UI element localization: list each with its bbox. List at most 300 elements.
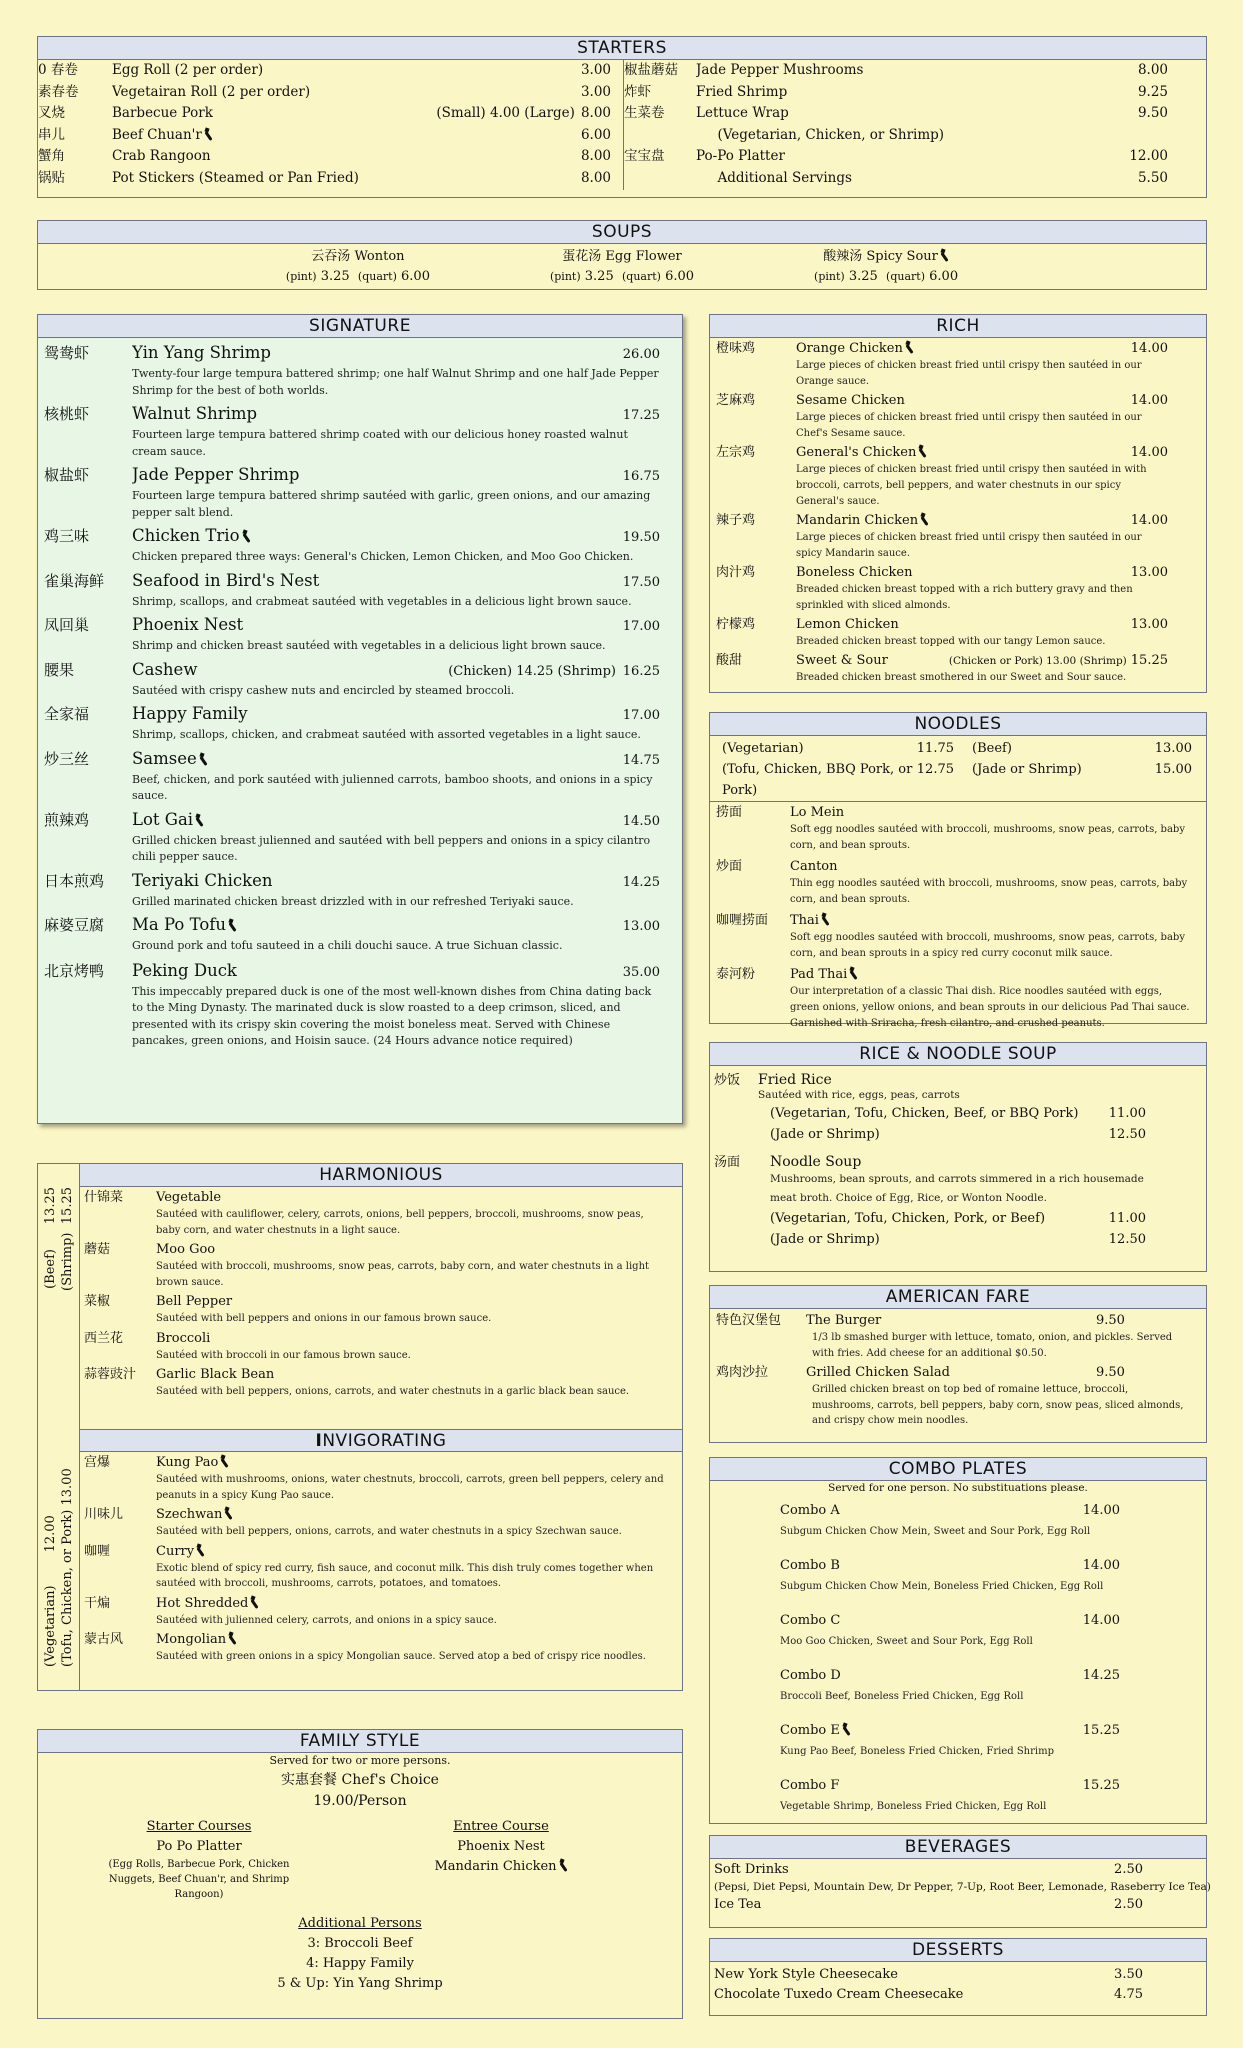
signature-item: [44, 525, 660, 566]
noodle-item: [716, 857, 1192, 908]
signature-zh: 日本煎鸡: [44, 871, 105, 890]
starter-price: 8.00: [580, 148, 611, 165]
starter-zh: 宝宝盘: [624, 148, 665, 165]
invigorating-item: [84, 1453, 666, 1503]
combo-name: Combo F: [780, 1778, 840, 1793]
starters-left-column: [38, 60, 624, 190]
starter-name: (Vegetarian, Chicken, or Shrimp): [696, 126, 945, 143]
combo-list: [710, 1495, 1206, 1825]
additional-person-item: 4: Happy Family: [306, 1956, 414, 1971]
invigorating-zh: 川味儿: [84, 1507, 124, 1522]
soups-title: SOUPS: [38, 221, 1206, 244]
starter-zh: 炸虾: [624, 83, 651, 100]
rich-name: Boneless Chicken: [796, 565, 913, 580]
dessert-item: [714, 1985, 1143, 2005]
invigorating-item: [84, 1542, 666, 1592]
harmonious-desc: Sautéed with broccoli, mushrooms, snow peas, carrots, baby corn, and water chestnuts in a light brown sauce.: [156, 1261, 650, 1288]
signature-name: Teriyaki Chicken: [132, 870, 273, 890]
combo-desc: Subgum Chicken Chow Mein, Boneless Fried Chicken, Egg Roll: [780, 1581, 1104, 1592]
additional-persons-list: [38, 1934, 682, 1994]
stir-fry-section: [37, 1163, 683, 1691]
noodle-price: 13.00: [1154, 741, 1192, 756]
combo-name: Combo C: [780, 1613, 841, 1628]
harmonious-zh: 蘑菇: [84, 1242, 111, 1257]
starter-name: Fried Shrimp: [696, 83, 788, 100]
invigorating-item: [84, 1505, 666, 1540]
combo-item: [780, 1605, 1120, 1660]
signature-zh: 北京烤鸭: [44, 961, 105, 980]
combo-price: 14.00: [1082, 1503, 1120, 1518]
combo-price: 14.25: [1082, 1668, 1120, 1683]
combo-item: [780, 1715, 1120, 1770]
harmonious-desc: Sautéed with bell peppers, onions, carrots, and water chestnuts in a garlic black bean sauce.: [156, 1386, 630, 1397]
starter-name: Po-Po Platter: [696, 148, 785, 165]
signature-name: Samsee: [132, 748, 580, 770]
invigorating-item: [84, 1630, 666, 1665]
rich-item: [716, 564, 1168, 614]
starter-price: 9.50: [1137, 105, 1168, 122]
combo-desc: Broccoli Beef, Boneless Fried Chicken, Egg Roll: [780, 1691, 1024, 1702]
beverages-section: [709, 1835, 1211, 1928]
signature-item: [44, 914, 660, 955]
american-price: 9.50: [1096, 1365, 1125, 1380]
starter-price: 8.00: [580, 169, 611, 186]
spicy-icon: [224, 1507, 233, 1520]
invigorating-name: Kung Pao: [156, 1453, 666, 1472]
entree-course-2: Mandarin Chicken: [360, 1857, 642, 1877]
noodle-price-row: [722, 759, 1192, 801]
starter-price: 12.00: [1129, 148, 1168, 165]
signature-item: [44, 614, 660, 655]
spicy-icon: [204, 128, 213, 141]
combo-desc: Kung Pao Beef, Boneless Fried Chicken, Fried Shrimp: [780, 1746, 1054, 1757]
combo-price: 14.00: [1082, 1613, 1120, 1628]
family-section: [37, 1729, 683, 2019]
noodle-item: [716, 965, 1192, 1032]
spicy-icon: [905, 341, 914, 354]
signature-price: 14.75: [622, 752, 660, 768]
soft-drinks-name: Soft Drinks: [714, 1862, 789, 1877]
rich-zh: 柠檬鸡: [716, 617, 756, 632]
signature-price: 19.50: [622, 530, 660, 545]
veg-price-label: (Vegetarian) 12.00: [42, 1515, 58, 1667]
combo-desc: Vegetable Shrimp, Boneless Fried Chicken, Egg Roll: [780, 1801, 1047, 1812]
invigorating-desc: Sautéed with green onions in a spicy Mongolian sauce. Served atop a bed of crispy rice noodles.: [156, 1651, 646, 1662]
signature-desc: Grilled marinated chicken breast drizzled with in our refreshed Teriyaki sauce.: [132, 894, 574, 908]
fried-rice-price1-label: (Vegetarian, Tofu, Chicken, Beef, or BBQ Pork): [770, 1106, 1079, 1121]
starters-right-column: [624, 60, 1206, 190]
signature-name: Lot Gai: [132, 809, 580, 831]
spicy-icon: [842, 1723, 851, 1736]
spicy-icon: [196, 1544, 205, 1557]
starter-name: Lettuce Wrap: [696, 105, 789, 122]
noodle-zh: 泰河粉: [716, 967, 756, 982]
starter-price: 6.00: [580, 126, 611, 143]
invigorating-list: [80, 1452, 682, 1665]
invigorating-desc: Exotic blend of spicy red curry, fish sauce, and coconut milk. This dish truly comes together when sautéed with broccoli, mushrooms, carrots, potatoes, and tomatoes.: [156, 1562, 654, 1589]
starter-price: 9.25: [1137, 83, 1168, 100]
noodle-price: 12.75: [916, 762, 954, 777]
pint-label: (pint): [549, 270, 581, 283]
signature-price: 17.25: [622, 408, 660, 423]
signature-zh: 凤回巢: [44, 616, 90, 634]
starter-name: Egg Roll (2 per order): [112, 62, 264, 78]
invigorating-desc: Sautéed with mushrooms, onions, water chestnuts, broccoli, carrots, green bell peppers, celery and peanuts in a spicy Kung Pao sauce.: [156, 1474, 664, 1501]
noodle-price-label: (Jade or Shrimp): [972, 762, 1082, 777]
rich-desc: Large pieces of chicken breast fried until crispy then sautéed in with broccoli, carrots, bell peppers, and water chestnuts in our spicy General's sauce.: [796, 464, 1147, 507]
signature-price: 14.25: [622, 874, 660, 890]
desserts-title: DESSERTS: [710, 1939, 1206, 1962]
starter-courses-heading: Starter Courses: [146, 1819, 252, 1834]
rich-name: Lemon Chicken: [796, 617, 899, 632]
rich-price: 13.00: [1130, 617, 1168, 632]
rich-name: Orange Chicken: [796, 340, 1131, 358]
noodles-section: [709, 712, 1207, 1029]
invigorating-name: Szechwan: [156, 1505, 666, 1524]
signature-item: [44, 464, 660, 521]
spicy-icon: [242, 530, 251, 543]
harmonious-item: [84, 1365, 666, 1400]
rich-price: 13.00: [1130, 565, 1168, 580]
spicy-icon: [940, 249, 949, 262]
rich-zh: 橙味鸡: [716, 341, 756, 356]
invigorating-title: INVIGORATING: [80, 1429, 682, 1452]
family-note: Served for two or more persons.: [269, 1754, 451, 1767]
american-item: [716, 1311, 1186, 1361]
starter-name: Beef Chuan'r: [112, 125, 581, 147]
signature-desc: Grilled chicken breast julienned and sautéed with bell peppers and onions in a spicy cilantro chili pepper sauce.: [132, 833, 651, 863]
noodle-soup-zh: 汤面: [714, 1155, 741, 1170]
combo-section: [709, 1457, 1207, 1824]
signature-zh: 核桃虾: [44, 405, 90, 423]
signature-item: [44, 703, 660, 744]
rich-desc: Breaded chicken breast topped with our tangy Lemon sauce.: [796, 636, 1106, 647]
additional-person-item: 5 & Up: Yin Yang Shrimp: [277, 1976, 443, 1991]
signature-item: [44, 960, 660, 1050]
noodle-name: Pad Thai: [790, 965, 1192, 984]
rich-name: Sesame Chicken: [796, 393, 905, 408]
signature-name: Ma Po Tofu: [132, 914, 580, 936]
starter-item: [38, 125, 623, 147]
invigorating-zh: 干煸: [84, 1595, 111, 1611]
rich-name: Mandarin Chicken: [796, 512, 1131, 530]
signature-name: Phoenix Nest: [132, 615, 244, 634]
combo-item: [780, 1660, 1120, 1715]
pint-price: 3.25: [848, 269, 878, 284]
signature-zh: 炒三丝: [44, 749, 90, 768]
signature-name: Cashew: [132, 659, 198, 679]
quart-label: (quart): [886, 270, 925, 283]
starter-zh: 串儿: [38, 126, 65, 143]
fried-rice-price2: 12.50: [1108, 1127, 1146, 1142]
signature-name: Happy Family: [132, 704, 248, 723]
noodle-price-row: [722, 738, 1192, 759]
starter-zh: 蟹角: [38, 148, 65, 165]
combo-item: [780, 1495, 1120, 1550]
signature-desc: This impeccably prepared duck is one of the most well-known dishes from China dating back to the Ming Dynasty. The marinated duck is slow roasted to a deep crimson, sliced, and presented with its crispy skin covering the moist boneless meat. Served with Chinese pancakes, green onions, and Hoisin sauce. (24 Hours advance notice required): [132, 984, 652, 1047]
harmonious-title: HARMONIOUS: [80, 1164, 682, 1187]
starter-item: [624, 146, 1206, 168]
starter-name: Additional Servings: [696, 169, 852, 186]
signature-desc: Twenty-four large tempura battered shrimp; one half Walnut Shrimp and one half Jade Pepper Shrimp for the best of both worlds.: [132, 367, 659, 397]
starter-name: Pot Stickers (Steamed or Pan Fried): [112, 169, 359, 186]
invigorating-desc: Sautéed with julienned celery, carrots, and onions in a spicy sauce.: [156, 1614, 497, 1626]
entree-course-1: Phoenix Nest: [457, 1839, 545, 1854]
rich-price: 14.00: [1130, 393, 1168, 408]
rich-item: [716, 444, 1168, 510]
pint-price: 3.25: [584, 269, 614, 284]
tcp-price-label: (Tofu, Chicken, or Pork) 13.00: [59, 1468, 75, 1667]
signature-name: Jade Pepper Shrimp: [132, 465, 300, 484]
harmonious-desc: Sautéed with bell peppers and onions in our famous brown sauce.: [156, 1313, 492, 1324]
noodle-soup-price1-label: (Vegetarian, Tofu, Chicken, Pork, or Beef): [770, 1211, 1046, 1226]
additional-persons-heading: Additional Persons: [298, 1916, 422, 1931]
combo-name: Combo E: [780, 1721, 851, 1741]
starter-name: Vegetairan Roll (2 per order): [112, 83, 311, 100]
entree-course-heading: Entree Course: [453, 1819, 549, 1834]
spicy-icon: [250, 1596, 259, 1609]
american-name: Grilled Chicken Salad: [806, 1365, 950, 1380]
rich-zh: 辣子鸡: [716, 513, 756, 528]
harmonious-item: [84, 1292, 666, 1327]
rich-zh: 左宗鸡: [716, 445, 756, 460]
invigorating-zh: 咖喱: [84, 1543, 111, 1559]
combo-name: Combo B: [780, 1558, 840, 1573]
quart-price: 6.00: [401, 269, 430, 284]
starter-price: 5.50: [1137, 169, 1168, 186]
signature-price: 35.00: [622, 964, 660, 980]
starter-name: Jade Pepper Mushrooms: [696, 62, 864, 78]
fried-rice-block: [710, 1066, 1206, 1145]
starter-price: 3.00: [580, 62, 611, 78]
dessert-name: New York Style Cheesecake: [714, 1967, 898, 1982]
noodles-title: NOODLES: [710, 713, 1206, 736]
american-item: [716, 1363, 1186, 1429]
noodle-item: [716, 911, 1192, 962]
spicy-icon: [228, 919, 237, 932]
starters-section: [37, 36, 1207, 198]
noodle-zh: 炒面: [716, 859, 743, 874]
family-title: FAMILY STYLE: [38, 1730, 682, 1753]
harmonious-zh: 菜椒: [84, 1294, 111, 1309]
starter-zh: 生菜卷: [624, 105, 665, 122]
noodle-list: [710, 802, 1206, 1032]
invigorating-name: Mongolian: [156, 1630, 666, 1649]
spicy-icon: [918, 445, 927, 458]
noodle-zh: 咖喱捞面: [716, 913, 769, 928]
pint-label: (pint): [285, 270, 317, 283]
starter-item: [38, 103, 623, 125]
noodle-item: [716, 803, 1192, 854]
combo-price: 15.25: [1082, 1778, 1120, 1793]
noodle-soup-block: [710, 1145, 1206, 1250]
noodle-price-table: [710, 736, 1206, 802]
noodle-soup-price1: 11.00: [1108, 1211, 1146, 1226]
signature-name: Yin Yang Shrimp: [132, 343, 271, 362]
rich-price: 14.00: [1130, 341, 1168, 356]
signature-price: 14.50: [622, 813, 660, 829]
side-price-column: [38, 1164, 80, 1690]
soups-list: [38, 244, 1206, 287]
rich-name: Sweet & Sour: [796, 653, 888, 668]
rich-desc: Large pieces of chicken breast fried until crispy then sautéed in our spicy Mandarin sauce.: [796, 532, 1142, 559]
starter-zh: 椒盐蘑菇: [624, 62, 678, 78]
invigorating-item: [84, 1594, 666, 1629]
soup-name: Spicy Sour: [866, 249, 938, 264]
harmonious-list: [80, 1187, 682, 1429]
signature-section: [37, 314, 683, 1124]
combo-title: COMBO PLATES: [710, 1458, 1206, 1481]
starter-course-note: (Egg Rolls, Barbecue Pork, Chicken Nuggets, Beef Chuan'r, and Shrimp Rangoon): [108, 1859, 290, 1900]
rich-item: [716, 340, 1168, 390]
signature-price: 16.25: [622, 663, 660, 679]
starter-item: [624, 125, 1206, 147]
desserts-section: [709, 1938, 1207, 2016]
starter-price: 8.00: [1137, 62, 1168, 78]
fried-rice-desc: Sautéed with rice, eggs, peas, carrots: [758, 1089, 960, 1101]
signature-item: [44, 870, 660, 911]
rich-price: 15.25: [1130, 653, 1168, 668]
harmonious-zh: 西兰花: [84, 1330, 124, 1346]
signature-zh: 麻婆豆腐: [44, 916, 105, 934]
combo-desc: Subgum Chicken Chow Mein, Sweet and Sour Pork, Egg Roll: [780, 1526, 1091, 1537]
noodle-soup-price2: 12.50: [1108, 1232, 1146, 1247]
rice-title: RICE & NOODLE SOUP: [710, 1043, 1206, 1066]
soup-item: [550, 247, 694, 287]
rich-list: [710, 338, 1206, 686]
rich-desc: Large pieces of chicken breast fried until crispy then sautéed in our Chef's Sesame sauce.: [796, 412, 1142, 439]
signature-desc: Shrimp and chicken breast sautéed with vegetables in a delicious light brown sauce.: [132, 639, 606, 652]
fried-rice-name: Fried Rice: [758, 1072, 832, 1088]
starter-zh: 0 春卷: [38, 62, 78, 78]
quart-price: 6.00: [665, 269, 695, 284]
spicy-icon: [849, 967, 858, 980]
american-desc: Grilled chicken breast on top bed of romaine lettuce, broccoli, mushrooms, carrots, bell peppers, baby corn, snow peas, sliced almonds, and crispy chow mein noodles.: [812, 1384, 1184, 1426]
ice-tea-price: 2.50: [1114, 1897, 1143, 1912]
signature-desc: Beef, chicken, and pork sautéed with julienned carrots, bamboo shoots, and onions in a spicy sauce.: [132, 772, 653, 802]
starter-price: 3.00: [580, 83, 611, 100]
fried-rice-price1: 11.00: [1108, 1106, 1146, 1121]
harmonious-name: Bell Pepper: [156, 1294, 233, 1309]
combo-name: Combo D: [780, 1668, 841, 1683]
noodle-soup-name: Noodle Soup: [770, 1154, 862, 1170]
soup-item: [814, 247, 958, 287]
rich-title: RICH: [710, 315, 1206, 338]
rich-price: 14.00: [1130, 445, 1168, 460]
harmonious-name: Moo Goo: [156, 1242, 216, 1257]
soft-drinks-note: (Pepsi, Diet Pepsi, Mountain Dew, Dr Pepper, 7-Up, Root Beer, Lemonade, Raseberry Ice Tea): [714, 1881, 1211, 1893]
spicy-icon: [228, 1632, 237, 1645]
spicy-icon: [559, 1859, 568, 1872]
combo-item: [780, 1770, 1120, 1825]
signature-list: [38, 338, 682, 1050]
dessert-name: Chocolate Tuxedo Cream Cheesecake: [714, 1987, 964, 2002]
rich-price: 14.00: [1130, 513, 1168, 528]
rich-section: [709, 314, 1207, 693]
pint-price: 3.25: [320, 269, 350, 284]
family-price: 19.00/Person: [313, 1793, 407, 1809]
signature-price: 26.00: [622, 347, 660, 362]
quart-label: (quart): [357, 270, 397, 283]
signature-price: 17.00: [622, 619, 660, 634]
american-list: [710, 1309, 1206, 1429]
noodle-desc: Thin egg noodles sautéed with broccoli, mushrooms, snow peas, carrots, baby corn, and bean sprouts.: [790, 878, 1188, 905]
noodle-price-label: (Vegetarian): [722, 741, 804, 756]
signature-zh: 雀巢海鲜: [44, 571, 105, 590]
signature-name: Walnut Shrimp: [132, 404, 258, 423]
noodle-price: 15.00: [1154, 762, 1192, 777]
signature-title: SIGNATURE: [38, 315, 682, 338]
dessert-price: 3.50: [1114, 1967, 1143, 1982]
combo-note: Served for one person. No substituations please.: [828, 1482, 1088, 1494]
harmonious-name: Garlic Black Bean: [156, 1367, 275, 1382]
harmonious-item: [84, 1240, 666, 1290]
american-name: The Burger: [806, 1313, 882, 1328]
quart-price: 6.00: [929, 269, 959, 284]
starters-title: STARTERS: [38, 37, 1206, 60]
noodle-name: Thai: [790, 911, 1192, 930]
invigorating-name: Curry: [156, 1542, 666, 1561]
starter-item: [38, 168, 623, 190]
spicy-icon: [195, 814, 204, 827]
signature-item: [44, 809, 660, 866]
combo-desc: Moo Goo Chicken, Sweet and Sour Pork, Egg Roll: [780, 1636, 1033, 1647]
spicy-icon: [920, 513, 929, 526]
noodle-soup-desc: Mushrooms, bean sprouts, and carrots simmered in a rich housemade meat broth. Choice of Egg, Rice, or Wonton Noodle.: [770, 1173, 1144, 1204]
rich-zh: 肉汁鸡: [716, 565, 756, 580]
signature-name: Peking Duck: [132, 960, 237, 980]
american-section: [709, 1285, 1207, 1443]
dessert-price: 4.75: [1114, 1987, 1143, 2002]
noodle-zh: 捞面: [716, 805, 743, 820]
signature-desc: Sautéed with crispy cashew nuts and encircled by steamed broccoli.: [132, 683, 515, 697]
pint-label: (pint): [814, 270, 845, 283]
signature-item: [44, 403, 660, 460]
signature-desc: Chicken prepared three ways: General's Chicken, Lemon Chicken, and Moo Goo Chicken.: [132, 550, 634, 563]
american-desc: 1/3 lb smashed burger with lettuce, tomato, onion, and pickles. Served with fries. Add cheese for an additional $0.50.: [812, 1332, 1173, 1359]
american-zh: 鸡肉沙拉: [716, 1365, 769, 1380]
rich-extra: (Chicken or Pork) 13.00 (Shrimp): [948, 655, 1127, 667]
additional-person-item: 3: Broccoli Beef: [307, 1936, 413, 1951]
rich-zh: 芝麻鸡: [716, 393, 756, 408]
soups-section: [37, 220, 1207, 290]
american-title: AMERICAN FARE: [710, 1286, 1206, 1309]
rich-name: General's Chicken: [796, 444, 1131, 462]
harmonious-desc: Sautéed with cauliflower, celery, carrots, onions, bell peppers, broccoli, mushrooms, snow peas, baby corn, and water chestnuts in a light sauce.: [156, 1209, 644, 1236]
harmonious-zh: 蒜蓉豉汁: [84, 1367, 137, 1382]
american-zh: 特色汉堡包: [716, 1313, 782, 1328]
beverages-title: BEVERAGES: [710, 1836, 1206, 1859]
signature-name: Seafood in Bird's Nest: [132, 570, 320, 590]
noodle-desc: Soft egg noodles sautéed with broccoli, mushrooms, snow peas, carrots, baby corn, and bean sprouts.: [790, 824, 1185, 851]
signature-name: Chicken Trio: [132, 525, 580, 547]
rich-desc: Breaded chicken breast smothered in our Sweet and Sour sauce.: [796, 672, 1127, 683]
harmonious-name: Vegetable: [156, 1190, 222, 1205]
signature-zh: 全家福: [44, 705, 90, 723]
combo-name: Combo A: [780, 1503, 840, 1518]
fried-rice-price2-label: (Jade or Shrimp): [770, 1127, 880, 1142]
signature-price: 17.00: [622, 708, 660, 723]
noodle-price-label: (Tofu, Chicken, BBQ Pork, or Pork): [722, 762, 913, 798]
spicy-icon: [821, 913, 830, 926]
starter-item: [624, 82, 1206, 104]
harmonious-item: [84, 1329, 666, 1364]
starter-item: [624, 168, 1206, 190]
rich-desc: Breaded chicken breast topped with a rich buttery gravy and then sprinkled with sliced almonds.: [796, 584, 1133, 611]
signature-desc: Ground pork and tofu sauteed in a chili douchi sauce. A true Sichuan classic.: [132, 939, 563, 952]
starter-name: Barbecue Pork: [112, 105, 213, 122]
starter-item: [38, 60, 623, 82]
